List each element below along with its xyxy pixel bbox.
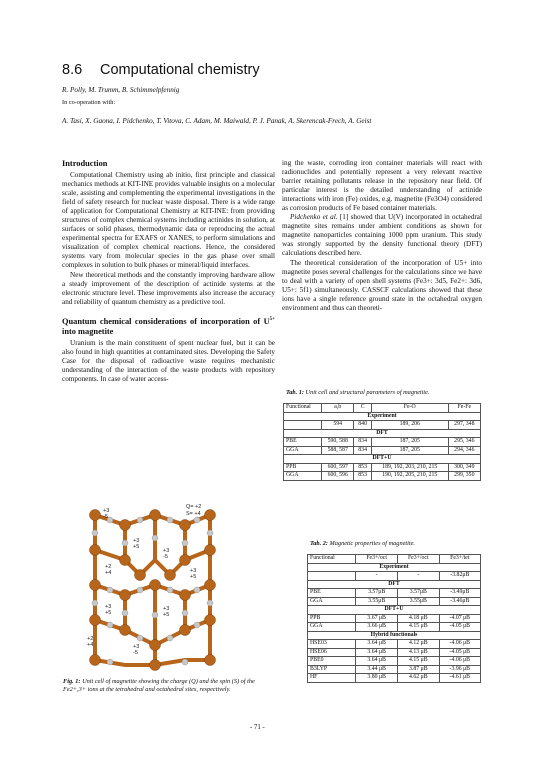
iron-atom xyxy=(180,520,191,531)
table2-cell: PPB xyxy=(308,614,356,623)
section-number: 8.6 xyxy=(62,62,83,78)
charge-spin-label: +3 xyxy=(133,644,140,650)
table2-header-cell: Fe3+/oct xyxy=(397,555,439,564)
coauthors: A. Tasi, X. Gaona, I. Pidchenko, T. Vitova, C. Adam, M. Maiwald, P. J. Panak, A. Skerencak-Frech, A. Geist xyxy=(62,117,372,125)
table2-cell: 4.15 μB xyxy=(397,623,439,632)
oxygen-atom xyxy=(137,517,143,523)
charge-spin-label: +3 xyxy=(163,606,170,612)
table2-section-title: Experiment xyxy=(308,563,481,572)
oxygen-atom xyxy=(194,622,200,628)
table2-cell: 3.64 μB xyxy=(356,648,398,657)
iron-atom xyxy=(120,555,131,566)
table2-header-cell: Functional xyxy=(308,555,356,564)
left-column xyxy=(62,159,275,384)
table1-cell: 190, 192, 205, 210, 215 xyxy=(371,472,448,481)
intro-heading: Introduction xyxy=(62,159,108,168)
oxygen-atom xyxy=(207,530,213,536)
oxygen-atom xyxy=(194,517,200,523)
right-paragraph-3: The theoretical consideration of the incorporation of U5+ into magnetite poses several challenges for the calculations since we have to deal with a variety of open shell systems (Fe3+: 3d5, Fe2+: 3d6, U5+: 5f1) simultaneously. CASSCF calculations showed that these ions have a single reference ground state in the octahedral oxygen environment and thus can theoreti- xyxy=(282,258,482,312)
iron-atom xyxy=(150,580,161,591)
oxygen-atom xyxy=(107,587,113,593)
table2-cell xyxy=(308,572,356,581)
table1-cell: 189, 192, 203, 210, 215 xyxy=(371,463,448,472)
charge-spin-label: -5 xyxy=(133,650,138,656)
charge-spin-label: +2 xyxy=(87,636,94,642)
table2-cell: 3.57μB xyxy=(397,589,439,598)
charge-spin-label: +5 xyxy=(163,612,170,618)
iron-atom xyxy=(205,545,216,556)
table2-cell: -4.06 μB xyxy=(439,640,480,649)
table2-cell: -4.05 μB xyxy=(439,623,480,632)
table2-cell: GGA xyxy=(308,597,356,606)
table2-cell: 3.57μB xyxy=(356,589,398,598)
table1-cell: 187, 205 xyxy=(371,446,448,455)
table2-cell: 3.87 μB xyxy=(397,665,439,674)
table2-header-cell: Fe3+/oct xyxy=(356,555,398,564)
table2-cell: 4.12 μB xyxy=(397,640,439,649)
table1-cell: PBE xyxy=(284,438,322,447)
iron-atom xyxy=(205,655,216,666)
table2-row xyxy=(308,665,481,674)
table2-row xyxy=(308,640,481,649)
oxygen-atom xyxy=(137,587,143,593)
table1-section-title: Experiment xyxy=(284,412,481,421)
charge-spin-label: +5 xyxy=(105,610,112,616)
table1-cell: 294, 346 xyxy=(448,446,480,455)
iron-atom xyxy=(165,570,176,581)
iron-atom xyxy=(135,570,146,581)
charge-spin-label: +5 xyxy=(190,574,197,580)
table2-cell: PBE xyxy=(308,589,356,598)
table1-cell: 600, 596 xyxy=(322,472,354,481)
oxygen-atom xyxy=(137,635,143,641)
table2-cell: HSE06 xyxy=(308,648,356,657)
legend-charge: Q= +2 xyxy=(186,504,202,510)
table1-header-cell: a,b xyxy=(322,404,354,413)
table1-section-row xyxy=(284,429,481,438)
iron-atom xyxy=(150,640,161,651)
qc-paragraph-1: Uranium is the main constituent of spent nuclear fuel, but it can be also found in high quantities at contaminated sites. Developing the Safety Case for the disposal of radioactive waste requires mechanistic understanding of the interaction of the waste products with repository components. In case of water access- xyxy=(62,338,275,383)
iron-atom xyxy=(180,590,191,601)
table2-row xyxy=(308,623,481,632)
table1-cell: 594 xyxy=(322,421,354,430)
table2 xyxy=(307,554,481,683)
charge-spin-label: +4 xyxy=(87,642,94,648)
table2-section-title: DFT+U xyxy=(308,606,481,615)
charge-spin-label: +3 xyxy=(103,508,110,514)
table1-section-title: DFT xyxy=(284,429,481,438)
table2-cell: 3.80 μB xyxy=(356,674,398,683)
charge-spin-label: +3 xyxy=(105,604,112,610)
table1 xyxy=(283,403,481,481)
table2-cell: 3.67 μB xyxy=(356,614,398,623)
table2-row xyxy=(308,597,481,606)
right-paragraph-1: ing the waste, corroding iron container materials will react with radionuclides and potentially represent a very relevant reactive barrier retaining pollutants release in the repository near field. Of particular interest is the detailed understanding of actinide interactions with iron (Fe) oxides, e.g. magnetite (Fe3O4) considered as corrosion products of Fe based container materials. xyxy=(282,159,482,213)
table2-row xyxy=(308,648,481,657)
oxygen-atom xyxy=(182,610,188,616)
table1-cell: 853 xyxy=(354,463,372,472)
table1-header-cell: Functional xyxy=(284,404,322,413)
table1-cell: GGA xyxy=(284,446,322,455)
table1-header-row xyxy=(284,404,481,413)
iron-atom xyxy=(90,510,101,521)
table1-row xyxy=(284,463,481,472)
table1-cell: PPB xyxy=(284,463,322,472)
cooperation-label: In co-operation with: xyxy=(62,99,116,106)
table1-row xyxy=(284,472,481,481)
iron-atom xyxy=(205,580,216,591)
table2-cell: HF xyxy=(308,674,356,683)
oxygen-atom xyxy=(182,540,188,546)
iron-atom xyxy=(180,625,191,636)
table1-cell: GGA xyxy=(284,472,322,481)
table2-cell: - xyxy=(356,572,398,581)
table2-cell: PBE0 xyxy=(308,657,356,666)
table2-cell: HSE03 xyxy=(308,640,356,649)
intro-paragraph-1: Computational Chemistry using ab initio, first principle and classical mechanics methods at KIT-INE provides valuable insights on a molecular scale, assisting and complementing the experimental investigations in the field of safety research for nuclear waste disposal. There is a wide range of application for Computational Chemistry at KIT-INE: from providing structures of complex chemical systems including actinides in solution, at surfaces or solid phases, thermodynamic data or reproducing the actual experimental spectra for EXAFS or XANES, to perform simulations and visualization of complex chemical reactions. Hence, the considered systems vary from molecular species in the gas phase over small complexes in solution to bulk phases or mineral/liquid interfaces. xyxy=(62,171,275,270)
table2-cell: -3.46μB xyxy=(439,597,480,606)
iron-atom xyxy=(180,555,191,566)
magnetite-unit-cell-figure xyxy=(85,500,220,675)
table1-row xyxy=(284,446,481,455)
table2-section-row xyxy=(308,563,481,572)
table1-cell: 834 xyxy=(354,446,372,455)
table1-cell: 590, 588 xyxy=(322,438,354,447)
right-column xyxy=(282,159,482,313)
table2-cell: 4.18 μB xyxy=(397,614,439,623)
table2-cell: 3.55μB xyxy=(356,597,398,606)
table1-cell: 189, 206 xyxy=(371,421,448,430)
table2-section-title: Hybrid functionals xyxy=(308,631,481,640)
table2-cell: -3.82μB xyxy=(439,572,480,581)
table2-cell: 3.44 μB xyxy=(356,665,398,674)
table2-header-cell: Fe3+/tet xyxy=(439,555,480,564)
table1-header-cell: C xyxy=(354,404,372,413)
table1-section-row xyxy=(284,455,481,464)
table2-caption: Tab. 2: Magnetic properties of magnetite. xyxy=(310,540,415,547)
iron-atom xyxy=(90,580,101,591)
table2-cell: -4.06 μB xyxy=(439,657,480,666)
charge-spin-label: -5 xyxy=(103,514,108,520)
table2-row xyxy=(308,674,481,683)
iron-atom xyxy=(120,590,131,601)
section-heading xyxy=(62,62,260,78)
charge-spin-label: +3 xyxy=(133,538,140,544)
table2-section-title: DFT xyxy=(308,580,481,589)
table1-cell: 300, 349 xyxy=(448,463,480,472)
table2-cell: -4.61 μB xyxy=(439,674,480,683)
section-title: Computational chemistry xyxy=(100,62,260,78)
oxygen-atom xyxy=(167,587,173,593)
table1-cell: 299, 350 xyxy=(448,472,480,481)
table1-cell: 600, 597 xyxy=(322,463,354,472)
table1-section-title: DFT+U xyxy=(284,455,481,464)
table1-row xyxy=(284,438,481,447)
charge-spin-label: +3 xyxy=(190,568,197,574)
iron-atom xyxy=(90,615,101,626)
oxygen-atom xyxy=(182,659,188,665)
oxygen-atom xyxy=(92,600,98,606)
table2-row xyxy=(308,614,481,623)
table1-header-cell: Fe-O xyxy=(371,404,448,413)
intro-paragraph-2: New theoretical methods and the constantly improving hardware allow a steady improvement of the description of actinide systems at the electronic structure level. These improvements also increase the accuracy and reliability of quantum chemistry as a predictive tool. xyxy=(62,270,275,306)
table2-cell: 4.62 μB xyxy=(397,674,439,683)
table2-cell: 3.66 μB xyxy=(356,623,398,632)
authors: R. Polly, M. Trumm, B. Schimmelpfennig xyxy=(62,86,180,94)
iron-atom xyxy=(120,625,131,636)
table2-cell: GGA xyxy=(308,623,356,632)
qc-heading: Quantum chemical considerations of incorporation of $U^{5+}$ into magnetite xyxy=(62,316,275,336)
table2-cell: -4.05 μB xyxy=(439,648,480,657)
table2-header-row xyxy=(308,555,481,564)
table1-row xyxy=(284,421,481,430)
table2-cell: 3.64 μB xyxy=(356,657,398,666)
iron-atom xyxy=(150,660,161,671)
table2-cell: 3.64 μB xyxy=(356,640,398,649)
table1-cell: 853 xyxy=(354,472,372,481)
charge-spin-label: +2 xyxy=(105,564,112,570)
table1-cell: 297, 348 xyxy=(448,421,480,430)
table2-section-row xyxy=(308,580,481,589)
iron-atom xyxy=(150,510,161,521)
oxygen-atom xyxy=(152,612,158,618)
charge-spin-label: -5 xyxy=(163,554,168,560)
charge-spin-label: +5 xyxy=(133,544,140,550)
figure-caption: Fig. 1: Unit cell of magnetite showing the charge (Q) and the spin (S) of the Fe2+,3+ ions at the tetrahedral and octahedral sites, respectively. xyxy=(63,678,255,693)
table2-cell: -3.49μB xyxy=(439,589,480,598)
table2-cell: -4.07 μB xyxy=(439,614,480,623)
oxygen-atom xyxy=(207,600,213,606)
table1-cell: 187, 205 xyxy=(371,438,448,447)
table2-cell: 4.13 μB xyxy=(397,648,439,657)
table2-cell: -3.96 μB xyxy=(439,665,480,674)
atom-layer xyxy=(90,510,216,671)
table2-row xyxy=(308,572,481,581)
table1-cell: 834 xyxy=(354,438,372,447)
charge-spin-label: +4 xyxy=(105,570,112,576)
table1-header-cell: Fe-Fe xyxy=(448,404,480,413)
table1-caption: Tab. 1: Unit cell and structural parameters of magnetite. xyxy=(286,389,430,396)
table2-section-row xyxy=(308,606,481,615)
table2-cell: 3.55μB xyxy=(397,597,439,606)
right-paragraph-2: Pidchenko et al. [1] showed that U(V) incorporated in octahedral magnetite sites remains under ambient conditions as shown for magnetite nanoparticles containing 1000 ppm uranium. This study was strongly supported by the density functional theory (DFT) calculations described here. xyxy=(282,213,482,258)
iron-atom xyxy=(90,545,101,556)
oxygen-atom xyxy=(194,587,200,593)
oxygen-atom xyxy=(92,530,98,536)
charge-spin-label: +3 xyxy=(163,548,170,554)
table2-cell: B3LYP xyxy=(308,665,356,674)
iron-atom xyxy=(90,655,101,666)
table2-cell: 4.15 μB xyxy=(397,657,439,666)
table1-section-row xyxy=(284,412,481,421)
iron-atom xyxy=(120,520,131,531)
oxygen-atom xyxy=(152,535,158,541)
oxygen-atom xyxy=(122,610,128,616)
iron-atom xyxy=(205,615,216,626)
oxygen-atom xyxy=(167,635,173,641)
page-number: - 71 - xyxy=(250,724,265,731)
table2-section-row xyxy=(308,631,481,640)
table2-row xyxy=(308,657,481,666)
table1-cell: 295, 346 xyxy=(448,438,480,447)
oxygen-atom xyxy=(107,659,113,665)
oxygen-atom xyxy=(167,517,173,523)
oxygen-atom xyxy=(122,540,128,546)
table2-row xyxy=(308,589,481,598)
iron-atom xyxy=(205,510,216,521)
legend-spin: S= +4 xyxy=(186,511,201,517)
oxygen-atom xyxy=(107,517,113,523)
table2-cell: - xyxy=(397,572,439,581)
table1-cell: 840 xyxy=(354,421,372,430)
oxygen-atom xyxy=(107,622,113,628)
table1-cell xyxy=(284,421,322,430)
table1-cell: 588, 587 xyxy=(322,446,354,455)
